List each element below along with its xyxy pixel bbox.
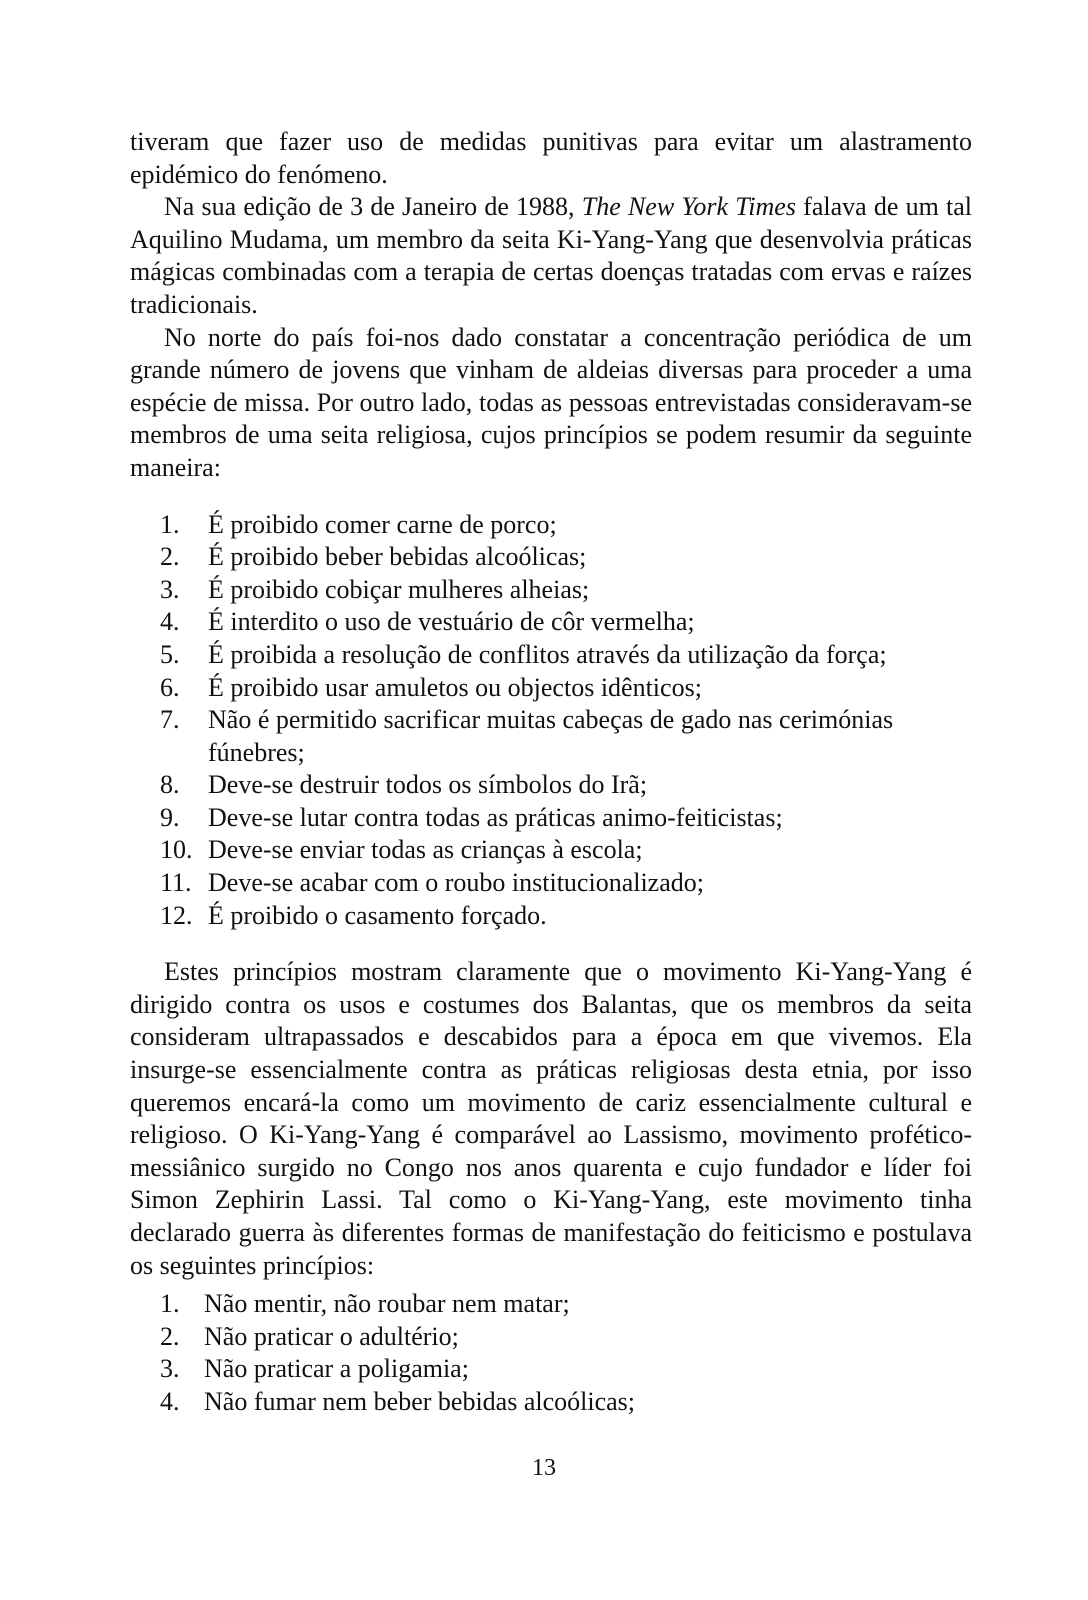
lassismo-principles-list — [130, 1288, 972, 1418]
list-item-number: 4. — [160, 607, 180, 637]
list-item-text: Deve-se acabar com o roubo institucionalizado; — [208, 868, 704, 898]
list-item-text: Não mentir, não roubar nem matar; — [204, 1289, 570, 1319]
list-item — [160, 1321, 972, 1354]
paragraph-text-after-title: falava de um tal Aquilino Mudama, um membro da seita Ki-Yang-Yang que desenvolvia práticas mágicas combinadas com a terapia de certas doenças tratadas com ervas e raízes tradicionais. — [130, 192, 972, 319]
list-item — [160, 802, 972, 835]
list-item — [160, 900, 972, 933]
list-item — [160, 606, 972, 639]
list-item-text: Deve-se enviar todas as crianças à escola; — [208, 835, 643, 865]
list-item-number: 11. — [160, 868, 192, 898]
list-item — [160, 769, 972, 802]
list-item-text: É interdito o uso de vestuário de côr vermelha; — [208, 607, 695, 637]
list-item-text: É proibida a resolução de conflitos através da utilização da força; — [208, 639, 887, 669]
list-item-text: Deve-se destruir todos os símbolos do Irã; — [208, 770, 648, 800]
sect-principles-list — [130, 509, 972, 933]
list-item-number: 2. — [160, 542, 180, 572]
list-item-number: 7. — [160, 705, 180, 735]
list-item — [160, 1386, 972, 1419]
list-item — [160, 1353, 972, 1386]
list-item-text: Não praticar o adultério; — [204, 1321, 459, 1351]
list-item-number: 1. — [160, 509, 180, 539]
list-item-number: 8. — [160, 770, 180, 800]
list-item-text: É proibido usar amuletos ou objectos idênticos; — [208, 672, 702, 702]
list-item-text: Não fumar nem beber bebidas alcoólicas; — [204, 1386, 635, 1416]
list-item — [160, 574, 972, 607]
list-item-text: É proibido o casamento forçado. — [208, 900, 547, 930]
list-item-number: 3. — [160, 1354, 180, 1384]
list-item-number: 10. — [160, 835, 193, 865]
list-item-text: É proibido comer carne de porco; — [208, 509, 557, 539]
paragraph-text-before-title: Na sua edição de 3 de Janeiro de 1988, — [164, 192, 582, 222]
newspaper-title: The New York Times — [581, 192, 796, 222]
paragraph-new-york-times — [130, 191, 972, 321]
list-item — [160, 867, 972, 900]
list-item-text: É proibido cobiçar mulheres alheias; — [208, 574, 590, 604]
list-item — [160, 1288, 972, 1321]
page-number: 13 — [532, 1455, 556, 1481]
paragraph-north-country: No norte do país foi-nos dado constatar a concentração periódica de um grande número de jovens que vinham de aldeias diversas para proceder a uma espécie de missa. Por outro lado, todas as pessoas entrevistadas consideravam-se membros de uma seita religiosa, cujos princípios se podem resumir da seguinte maneira: — [130, 322, 972, 482]
list-item — [160, 704, 972, 769]
list-item-text: É proibido beber bebidas alcoólicas; — [208, 542, 587, 572]
list-item — [160, 834, 972, 867]
list-item-number: 2. — [160, 1321, 180, 1351]
list-item-number: 9. — [160, 802, 180, 832]
list-item-number: 6. — [160, 672, 180, 702]
list-item-text: Não é permitido sacrificar muitas cabeças de gado nas cerimónias fúnebres; — [208, 705, 894, 767]
list-item-number: 4. — [160, 1386, 180, 1416]
paragraph-lassismo: Estes princípios mostram claramente que o movimento Ki-Yang-Yang é dirigido contra os usos e costumes dos Balantas, que os membros da seita consideram ultrapassados e descabidos para a época em que vivemos. Ela insurge-se essencialmente contra as práticas religiosas desta etnia, por isso queremos encará-la como um movimento de cariz essencialmente cultural e religioso. O Ki-Yang-Yang é comparável ao Lassismo, movimento profético-messiânico surgido no Congo nos anos quarenta e cujo fundador e líder foi Simon Zephirin Lassi. Tal como o Ki-Yang-Yang, este movimento tinha declarado guerra às diferentes formas de manifestação do feiticismo e postulava os seguintes princípios: — [130, 957, 972, 1280]
list-item-text: Não praticar a poligamia; — [204, 1354, 469, 1384]
body-text — [130, 126, 972, 1419]
list-item-number: 5. — [160, 639, 180, 669]
list-item — [160, 672, 972, 705]
list-item-number: 12. — [160, 900, 193, 930]
list-item-number: 3. — [160, 574, 180, 604]
list-item-text: Deve-se lutar contra todas as práticas animo-feiticistas; — [208, 802, 783, 832]
list-item — [160, 509, 972, 542]
list-item — [160, 639, 972, 672]
paragraph-continued: tiveram que fazer uso de medidas punitivas para evitar um alastramento epidémico do fenómeno. — [130, 127, 972, 189]
list-item-number: 1. — [160, 1289, 180, 1319]
list-item — [160, 541, 972, 574]
